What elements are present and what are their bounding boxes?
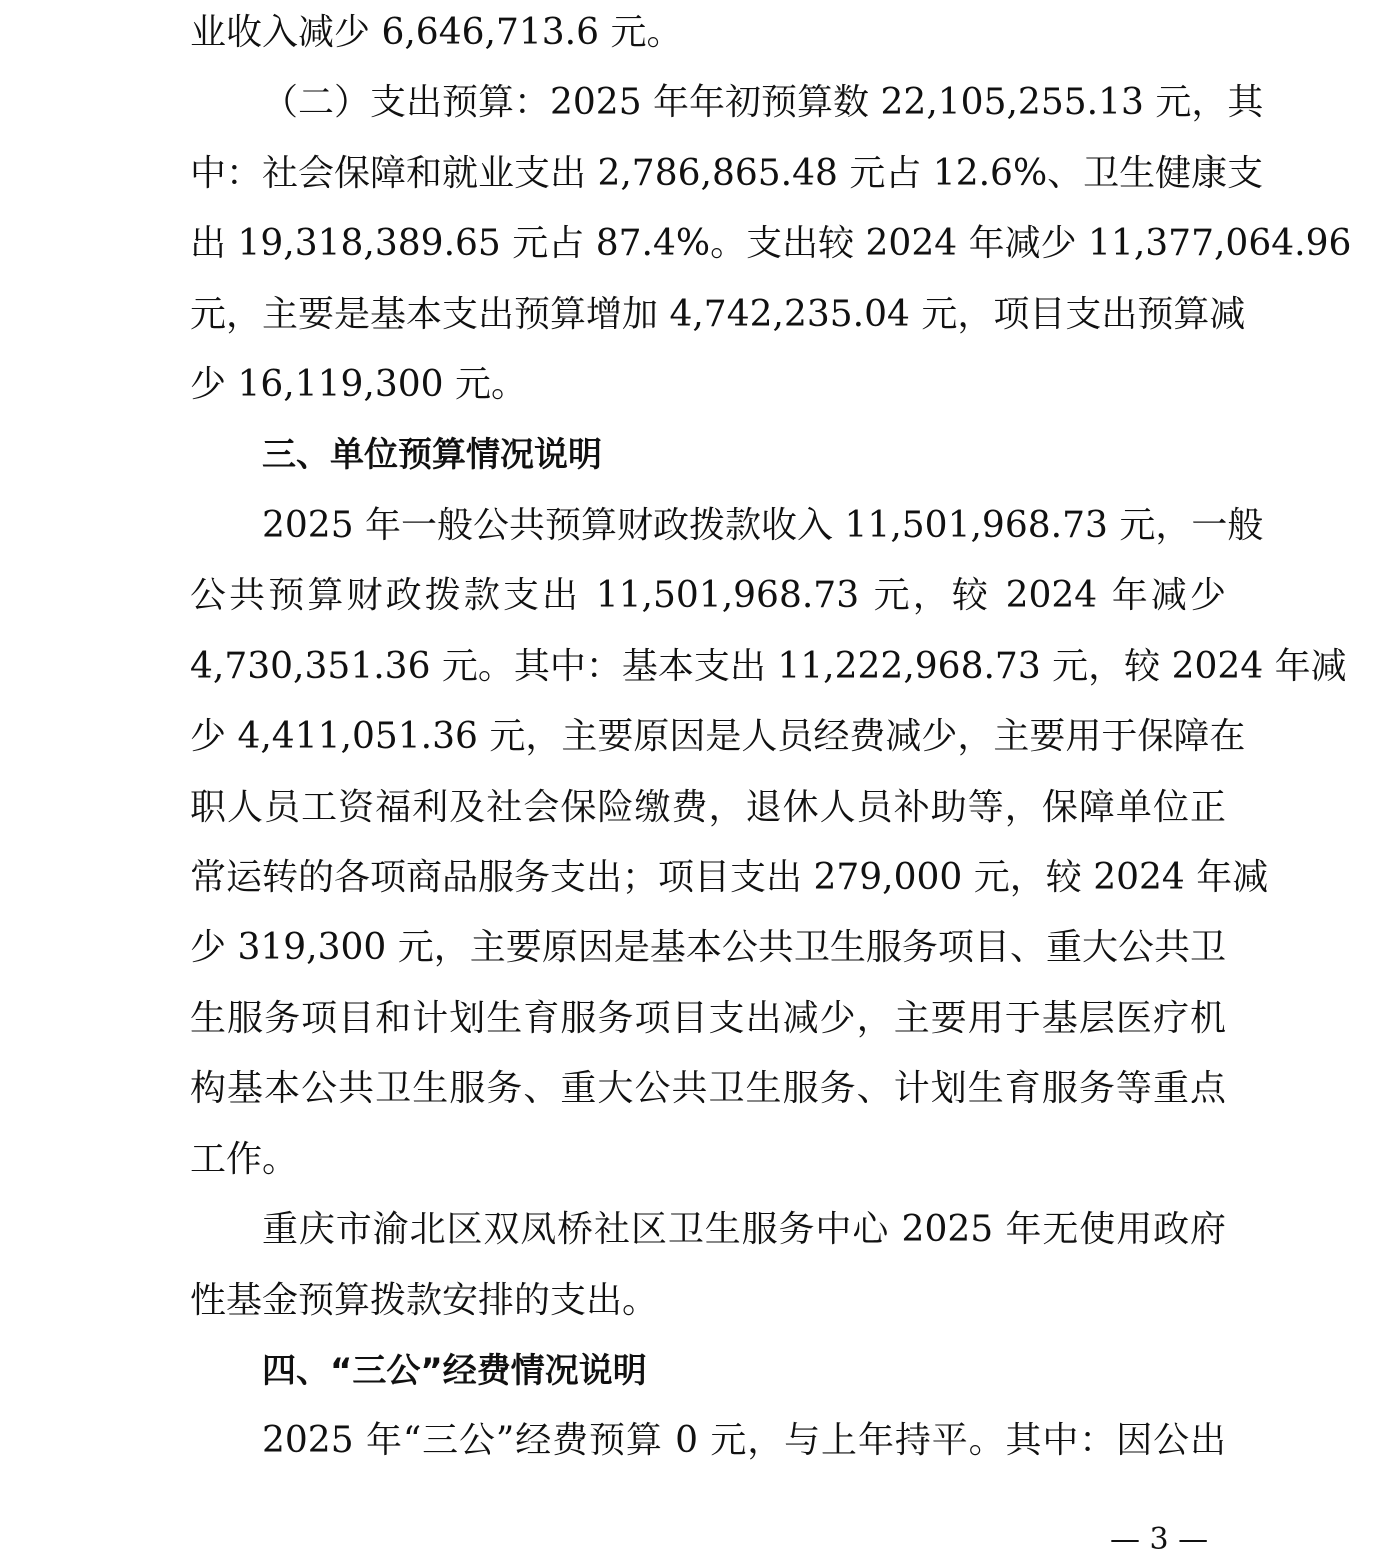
section-heading: 四、“三公”经费情况说明 [262, 1351, 647, 1391]
paragraph-line: （二）支出预算：2025 年年初预算数 22,105,255.13 元，其 [262, 82, 1264, 123]
paragraph-line: 少 16,119,300 元。 [190, 364, 528, 405]
paragraph-line: 中：社会保障和就业支出 2,786,865.48 元占 12.6%、卫生健康支 [190, 153, 1264, 194]
paragraph-line: 公共预算财政拨款支出 11,501,968.73 元，较 2024 年减少 [190, 575, 1226, 616]
paragraph-line: 常运转的各项商品服务支出；项目支出 279,000 元，较 2024 年减 [190, 857, 1269, 898]
paragraph-line: 元，主要是基本支出预算增加 4,742,235.04 元，项目支出预算减 [190, 294, 1246, 335]
paragraph-line: 生服务项目和计划生育服务项目支出减少，主要用于基层医疗机 [190, 998, 1226, 1039]
paragraph-line: 2025 年“三公”经费预算 0 元，与上年持平。其中：因公出 [262, 1420, 1226, 1461]
paragraph-line: 出 19,318,389.65 元占 87.4%。支出较 2024 年减少 11,377,064.96 [190, 223, 1352, 264]
paragraph-line: 业收入减少 6,646,713.6 元。 [190, 12, 683, 53]
paragraph-line: 性基金预算拨款安排的支出。 [190, 1280, 659, 1321]
paragraph-line: 少 319,300 元，主要原因是基本公共卫生服务项目、重大公共卫 [190, 927, 1226, 968]
section-heading: 三、单位预算情况说明 [262, 435, 602, 475]
paragraph-line: 4,730,351.36 元。其中：基本支出 11,222,968.73 元，较 2024 年减 [190, 646, 1347, 687]
paragraph-line: 构基本公共卫生服务、重大公共卫生服务、计划生育服务等重点 [190, 1068, 1226, 1109]
page-number: — 3 — [1110, 1522, 1209, 1557]
paragraph-line: 少 4,411,051.36 元，主要原因是人员经费减少，主要用于保障在 [190, 716, 1246, 757]
paragraph-line: 重庆市渝北区双凤桥社区卫生服务中心 2025 年无使用政府 [262, 1209, 1226, 1250]
paragraph-line: 职人员工资福利及社会保险缴费，退休人员补助等，保障单位正 [190, 787, 1226, 828]
paragraph-line: 工作。 [190, 1139, 299, 1180]
paragraph-line: 2025 年一般公共预算财政拨款收入 11,501,968.73 元，一般 [262, 505, 1264, 546]
